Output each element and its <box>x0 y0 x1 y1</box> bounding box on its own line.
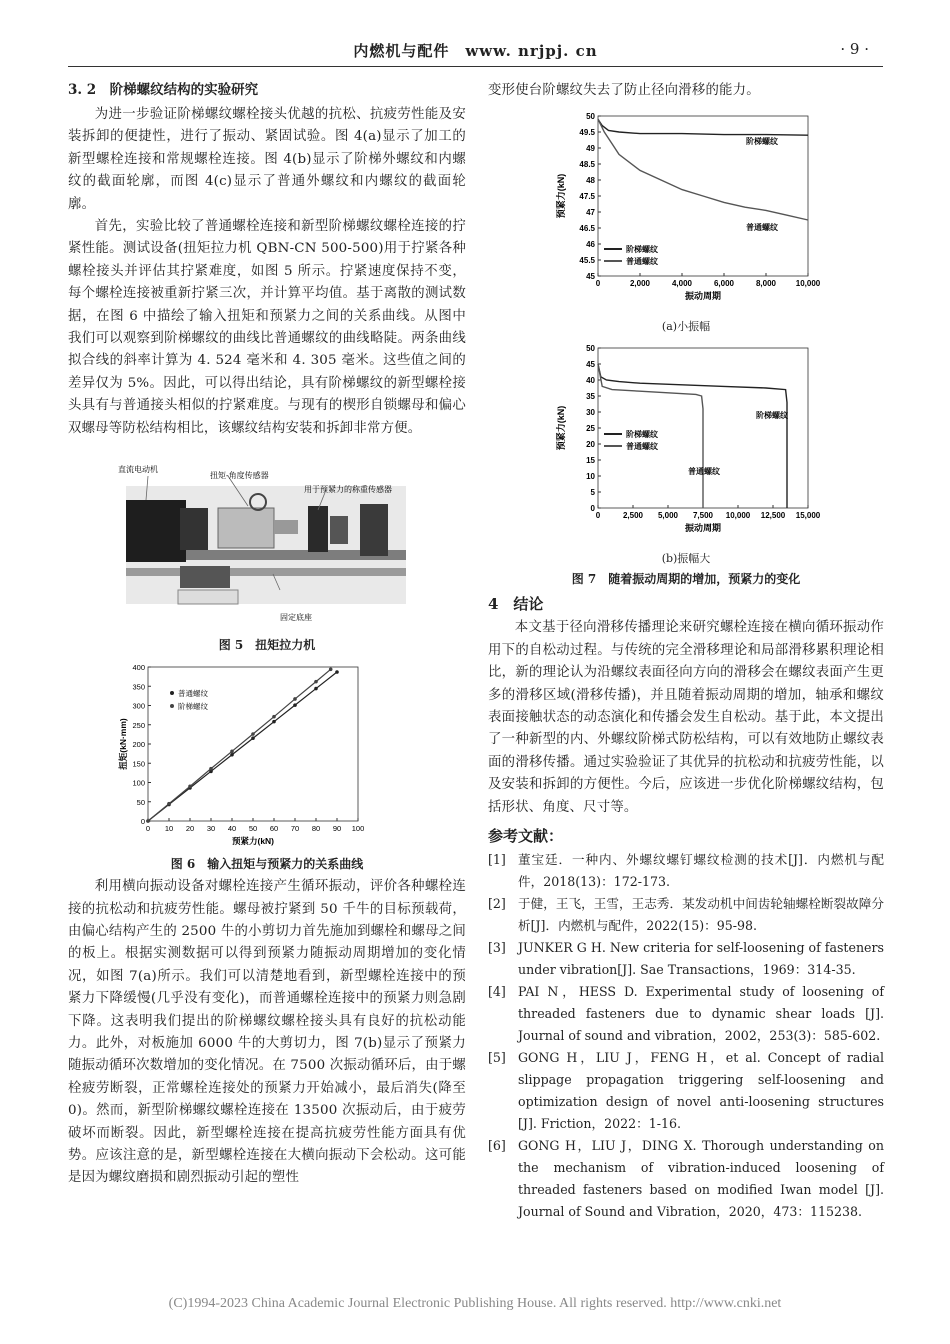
y-tick-label: 250 <box>132 720 145 730</box>
series-line <box>148 669 331 821</box>
y-tick-label: 47.5 <box>579 192 595 202</box>
reference-item <box>488 1047 884 1135</box>
y-tick-label: 50 <box>586 112 595 122</box>
torque-tension-machine-photo <box>68 448 466 632</box>
x-tick-label: 100 <box>351 824 365 834</box>
reference-text: JUNKER G H. New criteria for self-loosening of fasteners under vibration[J]. Sae Transactions，1969：314-35. <box>518 940 884 978</box>
paragraph: 利用横向振动设备对螺栓连接产生循环振动，评价各种螺栓连接的抗松动和抗疲劳性能。螺母被拧紧到 50 千牛的目标预载荷，由偏心结构产生的 2500 牛的小剪切力首先施加到螺栓和螺母之间的板上。根据实测数据可以得到预紧力随振动周期增加的变化情况，如图 7(a)所示。我们可以清楚地看到，新型螺栓连接中的预紧力下降缓慢(几乎没有变化)，而普通螺栓连接中的预紧力则急剧下降。这表明我们提出的阶梯螺纹螺栓接头具有良好的抗松动能力。此外，对板施加 6000 牛的大剪切力，图 7(b)显示了预紧力随振动循环次数增加的变化情况。在 7500 次振动循环后，由于螺栓疲劳断裂，正常螺栓连接处的预紧力开始减小，最后消失(降至 0)。然而，新型阶梯螺纹螺栓连接在 13500 次振动后，由于疲劳破坏而断裂。因此，新型螺栓连接在提高抗疲劳性能方面具有优势。应该注意的是，新型螺栓连接在大横向振动下会松动。这可能是因为螺纹磨损和剧烈振动引起的塑性 <box>68 879 466 1186</box>
reference-text: 于健，王飞，王雪，王志秀．某发动机中间齿轮轴螺栓断裂故障分析[J]．内燃机与配件，2022(15)：95-98. <box>518 896 884 934</box>
reference-number: [2] <box>488 896 506 912</box>
reference-item <box>488 849 884 893</box>
x-tick-label: 6,000 <box>713 279 735 289</box>
reference-number: [6] <box>488 1138 506 1154</box>
y-tick-label: 25 <box>586 424 595 434</box>
y-tick-label: 300 <box>132 701 145 711</box>
x-tick-label: 0 <box>145 824 151 834</box>
x-tick-label: 10 <box>164 824 174 834</box>
series-annotation: 阶梯螺纹 <box>746 137 778 147</box>
y-tick-label: 50 <box>586 344 595 354</box>
y-tick-label: 50 <box>136 797 145 807</box>
x-tick-label: 10,000 <box>725 511 751 521</box>
x-tick-label: 80 <box>311 824 321 834</box>
y-tick-label: 5 <box>590 488 595 498</box>
y-tick-label: 35 <box>586 392 595 402</box>
figure-5-caption: 图 5 扭矩拉力机 <box>218 638 316 653</box>
figure-7a-subcaption: (a)小振幅 <box>661 320 711 334</box>
y-tick-label: 30 <box>586 408 595 418</box>
chart-preload-small-amplitude <box>488 106 884 318</box>
reference-text: GONG H，LIU J，DING X. Thorough understanding on the mechanism of vibration-induced loosening of threaded fasteners based on modified Iwan model [J]. Journal of Sound and Vibration，2020，473：115238. <box>518 1138 884 1220</box>
chart-torque-vs-preload <box>68 659 466 851</box>
x-tick-label: 12,500 <box>760 511 786 521</box>
legend-marker <box>170 691 174 695</box>
x-tick-label: 2,000 <box>629 279 651 289</box>
y-axis-label: 预紧力(kN) <box>556 174 566 219</box>
left-column <box>68 80 466 1190</box>
reference-item <box>488 981 884 1047</box>
figure-6-caption: 图 6 输入扭矩与预紧力的关系曲线 <box>170 857 364 872</box>
legend-label: 普通螺纹 <box>178 689 208 699</box>
reference-item <box>488 893 884 937</box>
x-tick-label: 2,500 <box>622 511 644 521</box>
x-tick-label: 30 <box>206 824 216 834</box>
x-tick-label: 7,500 <box>692 511 714 521</box>
label-weigh-sensor: 用于预紧力的称重传感器 <box>304 485 392 495</box>
reference-item <box>488 1135 884 1223</box>
y-axis-label: 扭矩(kN·mm) <box>118 718 128 770</box>
paragraph: 首先，实验比较了普通螺栓连接和新型阶梯螺纹螺栓连接的拧紧性能。测试设备(扭矩拉力机 QBN-CN 500-500)用于拧紧各种螺栓接头并评估其拧紧难度，如图 5 所示。拧紧速度保持不变，每个螺栓连接被重新拧紧三次，并计算平均值。基于离散的测试数据，在图 6 中描绘了输入扭矩和预紧力之间的关系曲线。从图中我们可以观察到阶梯螺纹的曲线比普通螺纹的曲线略陡。两条曲线拟合线的斜率计算为 4. 524 毫米和 4. 305 毫米。这些值之间的差异仅为 5%。因此，可以得出结论，具有阶梯螺纹的新型螺栓接头具有与普通接头相似的拧紧难度。与现有的楔形自锁螺母和偏心双螺母等防松结构相比，该螺纹结构安装和拆卸非常方便。 <box>68 219 466 436</box>
legend-label: 普通螺纹 <box>626 442 658 452</box>
y-tick-label: 200 <box>132 740 145 750</box>
x-tick-label: 40 <box>227 824 237 834</box>
x-axis-label: 振动周期 <box>684 291 722 302</box>
y-tick-label: 400 <box>132 663 145 673</box>
x-tick-label: 0 <box>595 511 601 521</box>
series-annotation: 阶梯螺纹 <box>756 411 788 421</box>
reference-number: [5] <box>488 1050 506 1066</box>
y-tick-label: 40 <box>586 376 595 386</box>
y-tick-label: 150 <box>132 759 145 769</box>
x-tick-label: 20 <box>185 824 195 834</box>
series-line <box>148 672 337 821</box>
y-tick-label: 0 <box>590 504 595 514</box>
y-tick-label: 10 <box>586 472 595 482</box>
chart-preload-large-amplitude <box>488 338 884 550</box>
reference-text: 董宝廷．一种内、外螺纹螺钉螺纹检测的技术[J]．内燃机与配件，2018(13)：172-173. <box>518 852 884 890</box>
reference-number: [4] <box>488 984 506 1000</box>
x-axis-label: 预紧力(kN) <box>231 836 275 847</box>
series-line <box>598 120 808 136</box>
paragraph: 本文基于径向滑移传播理论来研究螺栓连接在横向循环振动作用下的自松动过程。与传统的完全滑移理论和局部滑移累积理论相比，新的理论认为沿螺纹表面径向方向的滑移会在螺纹表面产生更多的滑移区域(滑移传播)，并且随着振动周期的增加，轴承和螺纹表面接触状态的动态演化和传播会发生自松动。基于此，本文提出了一种新型的内、外螺纹阶梯式防松结构，可以有效地防止螺纹表面的滑移传播。通过实验验证了其优异的抗松动和抗疲劳性能，以及安装和拆卸的方便性。今后，应该进一步优化阶梯螺纹结构，包括形状、角度、尺寸等。 <box>488 620 884 815</box>
section-heading-4: 4 结论 <box>488 595 544 614</box>
figure-7-caption: 图 7 随着振动周期的增加，预紧力的变化 <box>571 572 801 587</box>
label-base: 固定底座 <box>280 613 312 623</box>
series-annotation: 普通螺纹 <box>688 467 720 477</box>
y-tick-label: 49 <box>586 144 595 154</box>
label-motor: 直流电动机 <box>118 465 158 475</box>
legend-label: 阶梯螺纹 <box>626 245 658 255</box>
copyright-footer: (C)1994-2023 China Academic Journal Electronic Publishing House. All rights reserved. http://www.cnki.net <box>168 1296 782 1311</box>
x-tick-label: 70 <box>290 824 300 834</box>
reference-number: [1] <box>488 852 506 868</box>
running-header <box>68 32 883 67</box>
y-tick-label: 47 <box>586 208 595 218</box>
y-tick-label: 350 <box>132 682 145 692</box>
reference-text: GONG H，LIU J，FENG H，et al. Concept of radial slippage propagation triggering self-loosening and optimization design of novel anti-loosening structures [J]. Friction，2022：1-16. <box>518 1050 884 1132</box>
legend-marker <box>170 704 174 708</box>
y-tick-label: 46 <box>586 240 595 250</box>
figure-7b-subcaption: (b)振幅大 <box>661 552 711 566</box>
y-tick-label: 15 <box>586 456 595 466</box>
paragraph: 变形使台阶螺纹失去了防止径向滑移的能力。 <box>488 83 760 98</box>
y-axis-label: 预紧力(kN) <box>556 406 566 451</box>
y-tick-label: 45.5 <box>579 256 595 266</box>
y-tick-label: 0 <box>140 817 145 827</box>
y-tick-label: 45 <box>586 272 595 282</box>
x-axis-label: 振动周期 <box>684 523 722 534</box>
y-tick-label: 46.5 <box>579 224 595 234</box>
reference-text: PAI N，HESS D. Experimental study of loosening of threaded fasteners due to dynamic shear loads [J]. Journal of sound and vibration，2002，253(3)：585-602. <box>518 984 884 1044</box>
reference-number: [3] <box>488 940 506 956</box>
x-tick-label: 50 <box>248 824 258 834</box>
legend-label: 阶梯螺纹 <box>178 702 208 712</box>
y-tick-label: 45 <box>586 360 595 370</box>
references-heading: 参考文献： <box>488 827 564 846</box>
x-tick-label: 5,000 <box>657 511 679 521</box>
page-number: · 9 · <box>840 40 869 58</box>
legend-label: 普通螺纹 <box>626 257 658 267</box>
x-tick-label: 4,000 <box>671 279 693 289</box>
y-tick-label: 100 <box>132 778 145 788</box>
paragraph: 为进一步验证阶梯螺纹螺栓接头优越的抗松、抗疲劳性能及安装拆卸的便捷性，进行了振动、紧固试验。图 4(a)显示了加工的新型螺栓连接和常规螺栓连接。图 4(b)显示了阶梯外螺纹和内螺纹的截面轮廓，而图 4(c)显示了普通外螺纹和内螺纹的截面轮廓。 <box>68 107 466 212</box>
x-tick-label: 8,000 <box>755 279 777 289</box>
figure-5 <box>68 448 466 632</box>
x-tick-label: 60 <box>269 824 279 834</box>
y-tick-label: 48 <box>586 176 595 186</box>
y-tick-label: 20 <box>586 440 595 450</box>
x-tick-label: 0 <box>595 279 601 289</box>
right-column <box>488 80 884 1223</box>
series-annotation: 普通螺纹 <box>746 223 778 233</box>
x-tick-label: 10,000 <box>795 279 821 289</box>
x-tick-label: 15,000 <box>795 511 821 521</box>
section-heading-3-2: 3. 2 阶梯螺纹结构的实验研究 <box>68 82 259 98</box>
y-tick-label: 48.5 <box>579 160 595 170</box>
legend-label: 阶梯螺纹 <box>626 430 658 440</box>
references-list <box>488 849 884 1223</box>
x-tick-label: 90 <box>332 824 342 834</box>
y-tick-label: 49.5 <box>579 128 595 138</box>
label-torque-sensor: 扭矩-角度传感器 <box>210 471 269 481</box>
reference-item <box>488 937 884 981</box>
journal-title: 内燃机与配件 www. nrjpj. cn <box>353 42 598 60</box>
